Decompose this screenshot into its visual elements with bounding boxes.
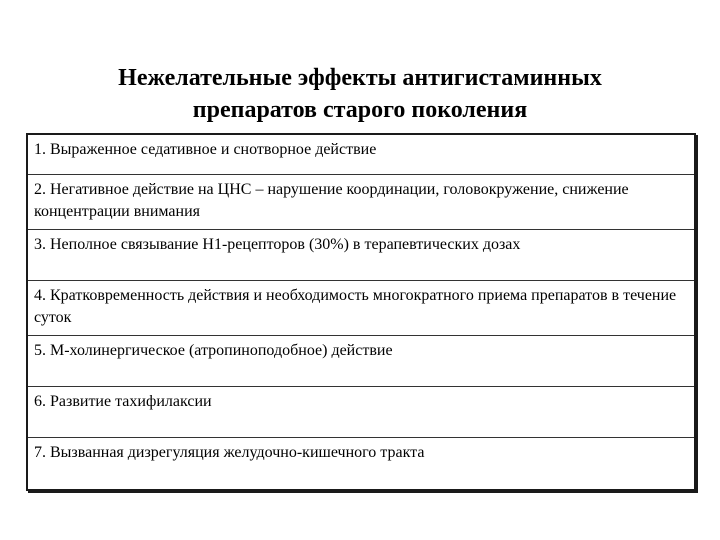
- table-row: 6. Развитие тахифилаксии: [28, 387, 694, 438]
- table-row: 1. Выраженное седативное и снотворное действие: [28, 135, 694, 175]
- slide-title-line-2: препаратов старого поколения: [192, 97, 528, 123]
- table-row: 2. Негативное действие на ЦНС – нарушение координации, головокружение, снижение концентрации внимания: [28, 175, 694, 230]
- slide-title: [0, 62, 720, 126]
- effects-table: [26, 133, 696, 491]
- slide-title-line-1: Нежелательные эффекты антигистаминных: [118, 65, 602, 91]
- table-row: 3. Неполное связывание Н1-рецепторов (30%) в терапевтических дозах: [28, 230, 694, 281]
- table-row: 7. Вызванная дизрегуляция желудочно-кишечного тракта: [34, 444, 425, 461]
- table-row: 4. Кратковременность действия и необходимость многократного приема препаратов в течение суток: [28, 281, 694, 336]
- table-row: 5. М-холинергическое (атропиноподобное) действие: [28, 336, 694, 387]
